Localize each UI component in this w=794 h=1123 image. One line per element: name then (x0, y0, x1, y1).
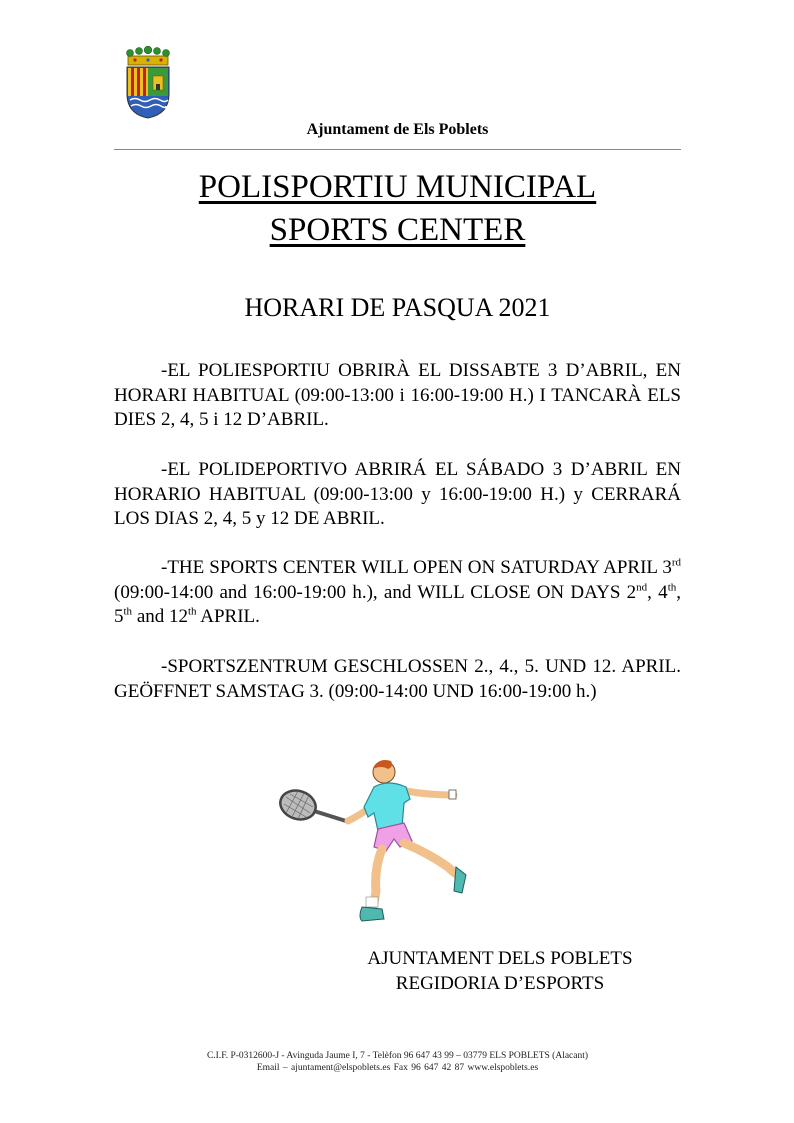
english-text-3: , 4 (647, 581, 668, 603)
municipal-crest-logo (122, 46, 174, 120)
english-text-2: (09:00-14:00 and 16:00-19:00 h.), and WILL CLOSE ON DAYS 2 (114, 581, 637, 603)
footer-contact: Email – ajuntament@elspoblets.es Fax 96 647 42 87 www.elspoblets.es (256, 1063, 539, 1073)
crest-shield (127, 67, 169, 118)
tennis-player-illustration (278, 757, 474, 925)
paragraph-german: -SPORTSZENTRUM GESCHLOSSEN 2., 4., 5. UND 12. APRIL. GEÖFFNET SAMSTAG 3. (09:00-14:00 UND 16:00-19:00 h.) (114, 656, 681, 702)
english-text-4: , 5 (114, 581, 681, 628)
crest-crown (127, 46, 170, 65)
signature-line1: AJUNTAMENT DELS POBLETS (367, 948, 633, 969)
english-text-1: -THE SPORTS CENTER WILL OPEN ON SATURDAY APRIL 3 (161, 557, 672, 578)
paragraph-english (114, 556, 681, 630)
paragraph-spanish: -EL POLIDEPORTIVO ABRIRÁ EL SÁBADO 3 D’ABRIL EN HORARIO HABITUAL (09:00-13:00 y 16:00-19:00 H.) y CERRARÁ LOS DIAS 2, 4, 5 y 12 DE ABRIL. (114, 459, 681, 530)
english-sup-1: rd (671, 556, 681, 569)
document-title-line1 (114, 167, 681, 207)
document-title-line2 (114, 210, 681, 250)
organization-name: Ajuntament de Els Poblets (306, 121, 489, 138)
english-sup-2: nd (636, 581, 648, 594)
footer-address: C.I.F. P-0312600-J - Avinguda Jaume I, 7 - Telèfon 96 647 43 99 – 03779 ELS POBLETS (Alacant) (206, 1051, 589, 1061)
paragraph-catalan: -EL POLIESPORTIU OBRIRÀ EL DISSABTE 3 D’ABRIL, EN HORARI HABITUAL (09:00-13:00 i 16:00-19:00 H.) I TANCARÀ ELS DIES 2, 4, 5 i 12 D’ABRIL. (114, 360, 681, 431)
english-text-5: and 12 (132, 606, 188, 628)
title-line1-text: POLISPORTIU MUNICIPAL (198, 169, 597, 205)
signature-line2: REGIDORIA D’ESPORTS (395, 973, 605, 994)
title-line2-text: SPORTS CENTER (269, 212, 526, 248)
schedule-subtitle: HORARI DE PASQUA 2021 (244, 293, 551, 322)
english-sup-5: th (188, 605, 197, 618)
player-head (373, 760, 395, 783)
english-text-6: APRIL. (196, 606, 260, 628)
tennis-racket-icon (278, 786, 346, 824)
english-sup-4: th (123, 605, 133, 618)
header-divider (114, 149, 681, 150)
english-sup-3: th (667, 581, 677, 594)
